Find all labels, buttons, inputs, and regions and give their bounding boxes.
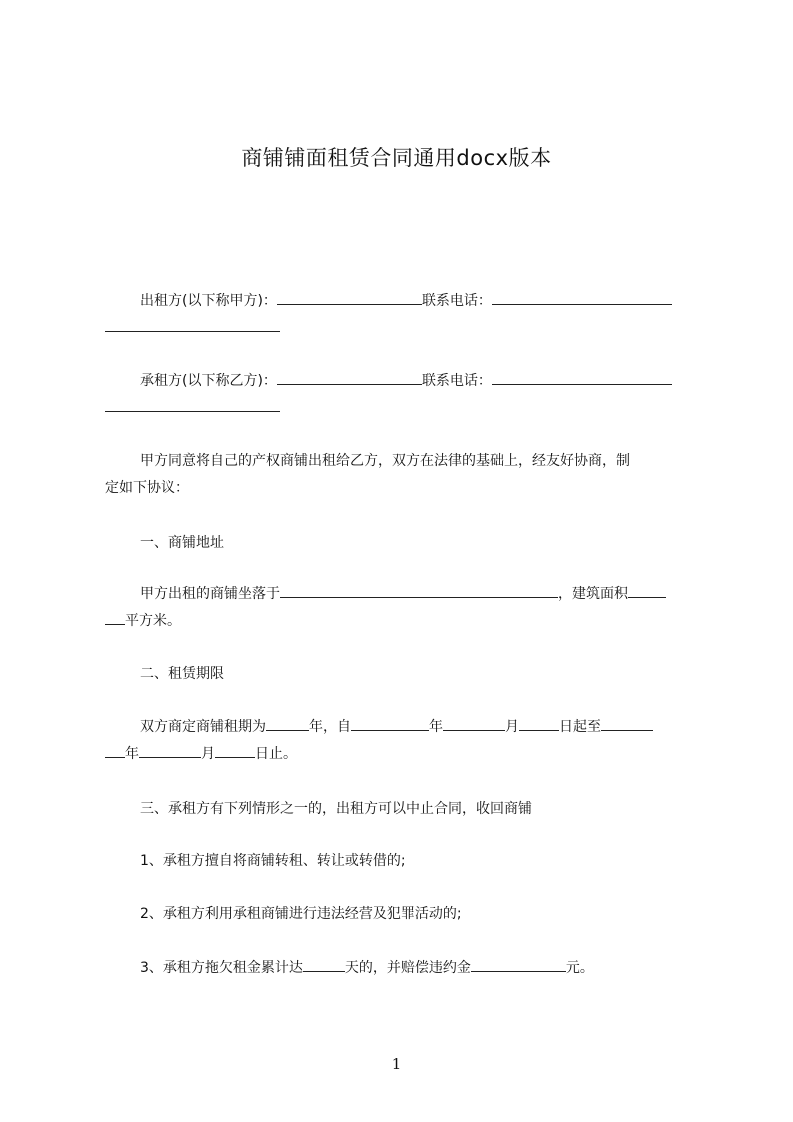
from-label: 年，自 [309, 719, 351, 735]
start-year-label: 年 [429, 719, 443, 735]
lessor-phone-blank-cont [105, 317, 280, 332]
section3-item-1 [105, 848, 705, 875]
lessor-phone-label: 联系电话： [421, 293, 492, 309]
area-blank [628, 583, 666, 598]
section1-heading [105, 530, 705, 557]
start-year-blank [351, 716, 429, 731]
address-blank [280, 583, 558, 598]
lessor-name-blank [277, 290, 422, 305]
section1-paragraph [105, 581, 705, 635]
section3-item-2 [105, 901, 705, 928]
end-day-label: 日止。 [255, 746, 297, 762]
end-month-blank [139, 743, 201, 758]
penalty-amount-blank [471, 957, 566, 972]
area-blank-cont [105, 610, 125, 625]
area-label: ，建筑面积 [558, 586, 628, 602]
term-label: 双方商定商铺租期为 [140, 719, 266, 735]
intro-line-2: 定如下协议： [105, 480, 189, 496]
end-day-blank [215, 743, 255, 758]
lessee-phone-label: 联系电话： [421, 373, 492, 389]
section3-item-1-text: 1、承租方擅自将商铺转租、转让或转借的; [140, 853, 406, 869]
section2-heading [105, 661, 705, 688]
penalty-label: 天的，并赔偿违约金 [344, 960, 471, 976]
until-label: 日起至 [559, 719, 601, 735]
section3-item-2-text: 2、承租方利用承租商铺进行违法经营及犯罪活动的; [140, 906, 462, 922]
section2-paragraph [105, 714, 705, 768]
lessee-phone-blank-cont [105, 397, 280, 412]
start-month-blank [443, 716, 505, 731]
lessee-paragraph [105, 368, 705, 422]
lessee-name-blank [277, 370, 422, 385]
page-number: 1 [391, 1055, 402, 1073]
term-years-blank [266, 716, 309, 731]
start-day-blank [519, 716, 559, 731]
section3-heading-text: 三、承租方有下列情形之一的，出租方可以中止合同，收回商铺 [140, 801, 532, 817]
lessor-label: 出租方(以下称甲方)： [140, 293, 277, 309]
section3-heading [105, 796, 705, 823]
document-title: 商铺铺面租赁合同通用docx版本 [241, 146, 552, 170]
area-unit: 平方米。 [125, 613, 181, 629]
lessee-label: 承租方(以下称乙方)： [140, 373, 277, 389]
end-year-blank-cont [105, 743, 125, 758]
arrears-label: 3、承租方拖欠租金累计达 [140, 960, 303, 976]
address-label: 甲方出租的商铺坐落于 [140, 586, 280, 602]
penalty-unit: 元。 [565, 960, 594, 976]
section3-item-3 [105, 955, 705, 982]
end-year-blank [601, 716, 653, 731]
lessor-phone-blank [492, 290, 672, 305]
section1-heading-text: 一、商铺地址 [140, 535, 224, 551]
intro-paragraph [105, 448, 705, 502]
lessor-paragraph [105, 288, 705, 342]
section2-heading-text: 二、租赁期限 [140, 666, 224, 682]
end-year-label: 年 [125, 746, 139, 762]
arrears-days-blank [303, 957, 345, 972]
lessee-phone-blank [492, 370, 672, 385]
end-month-label: 月 [201, 746, 215, 762]
intro-line-1: 甲方同意将自己的产权商铺出租给乙方，双方在法律的基础上，经友好协商，制 [140, 453, 630, 469]
start-month-label: 月 [505, 719, 519, 735]
